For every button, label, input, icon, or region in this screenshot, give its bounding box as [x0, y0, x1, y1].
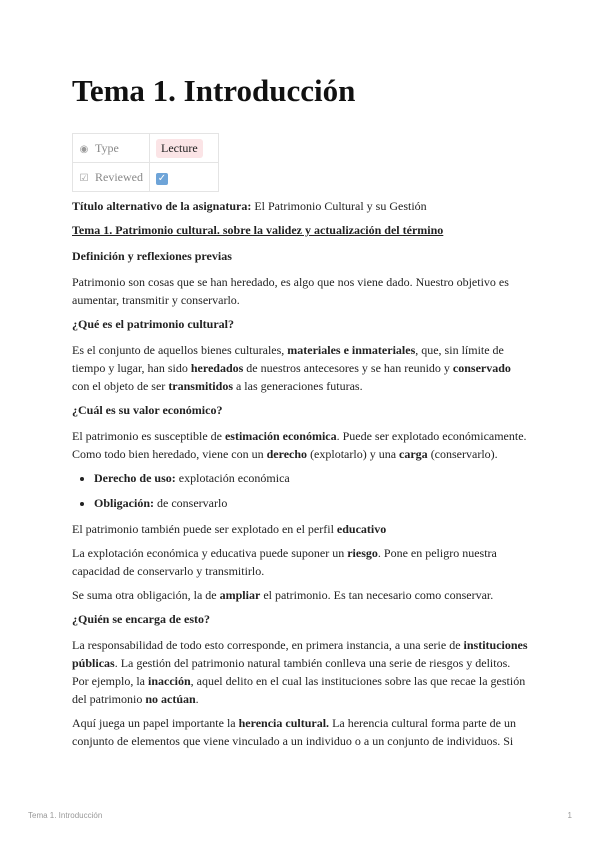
paragraph-who: La responsabilidad de todo esto corresponde, en primera instancia, a una serie de instituciones públicas. La gestión del patrimonio natural también conlleva una serie de riesgos y delitos. Por ejemplo, la inacción, aquel delito en el cual las instituciones sobre las que recae la gestión del patrimonio no actúan. [72, 638, 528, 706]
heading-what: ¿Qué es el patrimonio cultural? [72, 317, 234, 331]
bullet-list [72, 469, 528, 512]
paragraph-educativo: El patrimonio también puede ser explotado en el perfil educativo [72, 522, 387, 536]
checkbox-icon: ☑ [79, 172, 89, 184]
alt-title: Título alternativo de la asignatura: El Patrimonio Cultural y su Gestión [72, 199, 427, 213]
list-item: • Derecho de uso: explotación económica [94, 469, 528, 487]
footer-title: Tema 1. Introducción [28, 811, 103, 820]
heading-definition: Definición y reflexiones previas [72, 249, 232, 263]
paragraph-herencia: Aquí juega un papel importante la herencia cultural. La herencia cultural forma parte de un conjunto de elementos que viene vinculado a un individuo o a un conjunto de individuos. Si [72, 716, 516, 748]
page-title: Tema 1. Introducción [72, 73, 356, 108]
property-label: Type [95, 140, 119, 155]
list-item: • Obligación: de conservarlo [94, 494, 528, 512]
paragraph-ampliar: Se suma otra obligación, la de ampliar el patrimonio. Es tan necesario como conservar. [72, 588, 494, 602]
type-tag[interactable]: Lecture [156, 139, 203, 158]
page-number: 1 [567, 811, 572, 820]
property-label: Reviewed [95, 169, 143, 184]
circle-dot-icon: ◉ [79, 143, 89, 155]
reviewed-checkbox[interactable]: ✓ [157, 172, 167, 184]
property-row-reviewed [73, 163, 219, 192]
section-heading: Tema 1. Patrimonio cultural. sobre la validez y actualización del término [72, 223, 444, 237]
paragraph-definition: Patrimonio son cosas que se han heredado, es algo que nos viene dado. Nuestro objetivo es aumentar, transmitir y conservarlo. [72, 275, 509, 307]
paragraph-what: Es el conjunto de aquellos bienes culturales, materiales e inmateriales, que, sin límite de tiempo y lugar, han sido heredados de nuestros antecesores y se han reunido y conservado con el objeto de ser transmitidos a las generaciones futuras. [72, 343, 511, 393]
properties-table [72, 133, 219, 192]
paragraph-value: El patrimonio es susceptible de estimación económica. Puede ser explotado económicamente. Como todo bien heredado, viene con un derecho (explotarlo) y una carga (conservarlo). [72, 429, 527, 461]
heading-who: ¿Quién se encarga de esto? [72, 612, 210, 626]
document-body [72, 197, 528, 756]
heading-value: ¿Cuál es su valor económico? [72, 403, 223, 417]
property-row-type [73, 134, 219, 163]
paragraph-riesgo: La explotación económica y educativa puede suponer un riesgo. Pone en peligro nuestra capacidad de conservarlo y transmitirlo. [72, 546, 497, 578]
